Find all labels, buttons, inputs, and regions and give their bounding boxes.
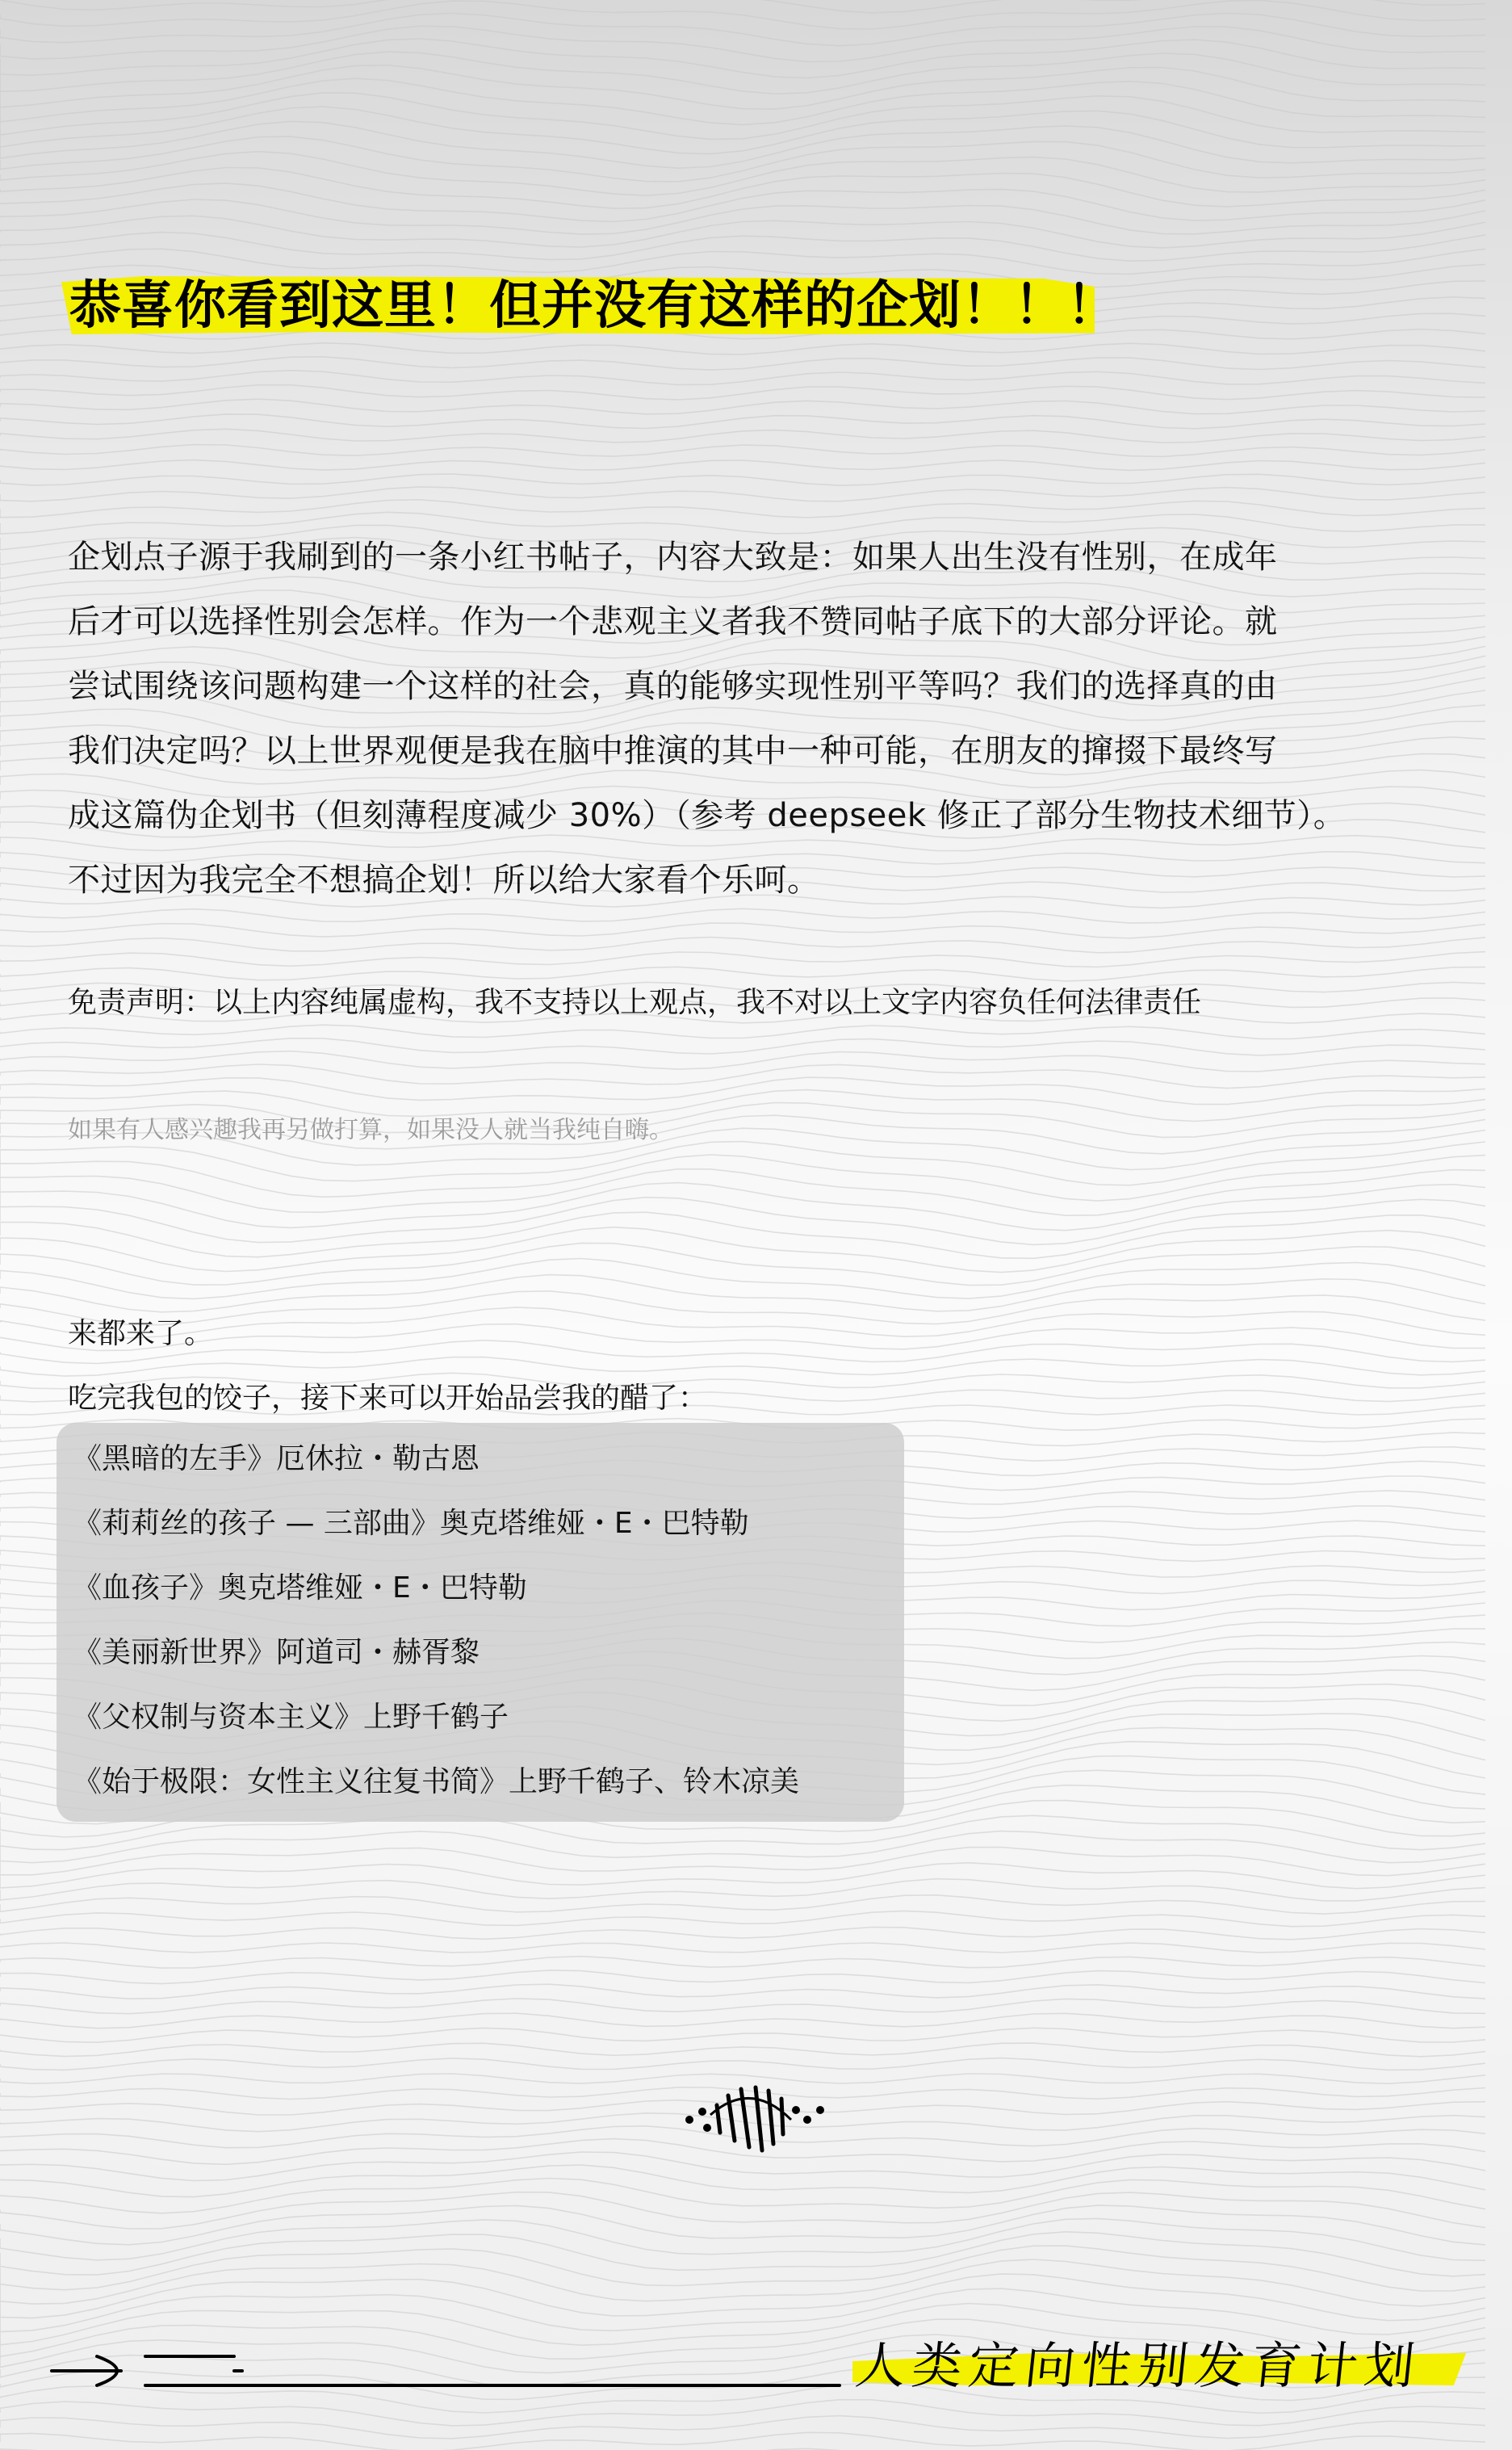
book-item: 《黑暗的左手》厄休拉・勒古恩 [73, 1442, 480, 1475]
footer-title [823, 2322, 1485, 2403]
headline [61, 275, 1119, 338]
reading-intro-line: 来都来了。 [68, 1317, 214, 1350]
intro-line: 不过因为我完全不想搞企划！所以给大家看个乐呵。 [68, 862, 820, 899]
book-item: 《血孩子》奥克塔维娅・E・巴特勒 [73, 1571, 527, 1605]
reading-intro-line: 吃完我包的饺子，接下来可以开始品尝我的醋了： [68, 1382, 708, 1415]
headline-text: 恭喜你看到这里！但并没有这样的企划！！！ [69, 276, 1119, 336]
muted-note: 如果有人感兴趣我再另做打算，如果没人就当我纯自嗨。 [68, 1116, 673, 1144]
intro-line: 我们决定吗？以上世界观便是我在脑中推演的其中一种可能，在朋友的撺掇下最终写 [68, 732, 1278, 770]
disclaimer: 免责声明：以上内容纯属虚构，我不支持以上观点，我不对以上文字内容负任何法律责任 [68, 986, 1202, 1019]
book-item: 《美丽新世界》阿道司・赫胥黎 [73, 1636, 480, 1669]
book-item: 《父权制与资本主义》上野千鹤子 [73, 1701, 509, 1734]
reading-intro [68, 1302, 707, 1431]
intro-line: 尝试围绕该问题构建一个这样的社会，真的能够实现性别平等吗？我们的选择真的由 [68, 668, 1278, 705]
intro-line: 后才可以选择性别会怎样。作为一个悲观主义者我不赞同帖子底下的大部分评论。就 [68, 603, 1278, 640]
book-list [57, 1423, 904, 1822]
intro-paragraph [68, 525, 1440, 912]
book-item: 《始于极限：女性主义往复书简》上野千鹤子、铃木凉美 [73, 1765, 800, 1798]
footer-title-text: 人类定向性别发育计划 [852, 2336, 1424, 2395]
intro-line: 企划点子源于我刷到的一条小红书帖子，内容大致是：如果人出生没有性别，在成年 [68, 539, 1278, 576]
book-item: 《莉莉丝的孩子 — 三部曲》奥克塔维娅・E・巴特勒 [73, 1507, 749, 1540]
dna-helix-icon [678, 2063, 840, 2176]
intro-line: 成这篇伪企划书（但刻薄程度减少 30%）（参考 deepseek 修正了部分生物技术细节）。 [68, 797, 1347, 834]
